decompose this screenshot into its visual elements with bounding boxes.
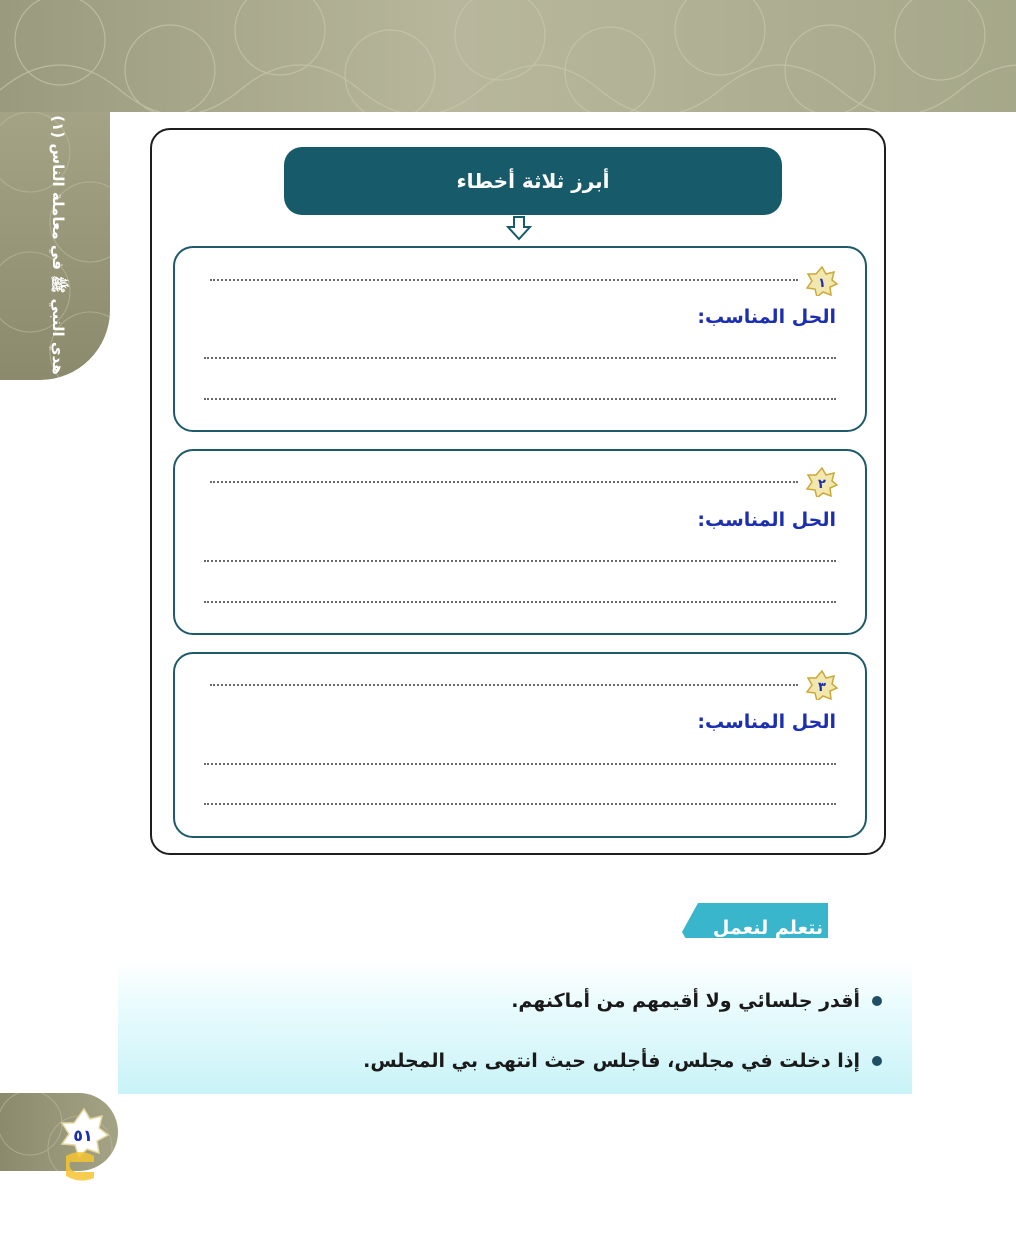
number-badge-3-text: ٣: [818, 680, 826, 695]
mistake-box-1: [173, 246, 867, 432]
number-badge-1-text: ١: [818, 276, 826, 291]
solution-3-line-1[interactable]: [204, 763, 836, 765]
solution-label-2: الحل المناسب:: [697, 509, 836, 531]
solution-2-line-2[interactable]: [204, 601, 836, 603]
solution-1-line-1[interactable]: [204, 357, 836, 359]
banner-pattern: [0, 0, 1016, 112]
solution-label-3: الحل المناسب:: [697, 711, 836, 733]
activity-header-title: أبرز ثلاثة أخطاء: [456, 169, 610, 193]
number-badge-2-icon: [806, 467, 838, 497]
mistake-1-answer-line[interactable]: [210, 279, 798, 281]
mistake-2-answer-line[interactable]: [210, 481, 798, 483]
learn-info-band: [118, 960, 912, 1094]
publisher-logo-icon: [60, 1148, 100, 1184]
learn-point-1-text: أقدر جلسائي ولا أقيمهم من أماكنهم.: [511, 990, 860, 1012]
number-badge-2-text: ٢: [818, 477, 826, 492]
learn-point-2: [363, 1050, 882, 1072]
mistake-3-answer-line[interactable]: [210, 684, 798, 686]
solution-2-line-1[interactable]: [204, 560, 836, 562]
solution-1-line-2[interactable]: [204, 398, 836, 400]
mistake-box-2: [173, 449, 867, 635]
solution-label-1: الحل المناسب:: [697, 306, 836, 328]
bullet-icon: [872, 996, 882, 1006]
learn-point-2-text: إذا دخلت في مجلس، فأجلس حيث انتهى بي المجلس.: [363, 1050, 860, 1072]
learn-label: نتعلم لنعمل: [712, 917, 824, 939]
top-banner: [0, 0, 1016, 112]
bullet-icon: [872, 1056, 882, 1066]
solution-3-line-2[interactable]: [204, 803, 836, 805]
activity-header: [284, 147, 782, 215]
chapter-title: هدي النبي ﷺ في معاملة الناس (١): [49, 115, 67, 375]
number-badge-1-icon: [806, 266, 838, 296]
learn-point-1: [511, 990, 882, 1012]
number-badge-3-icon: [806, 670, 838, 700]
mistake-box-3: [173, 652, 867, 838]
page-number: ٥١: [73, 1126, 93, 1145]
down-arrow-icon: [506, 215, 532, 241]
